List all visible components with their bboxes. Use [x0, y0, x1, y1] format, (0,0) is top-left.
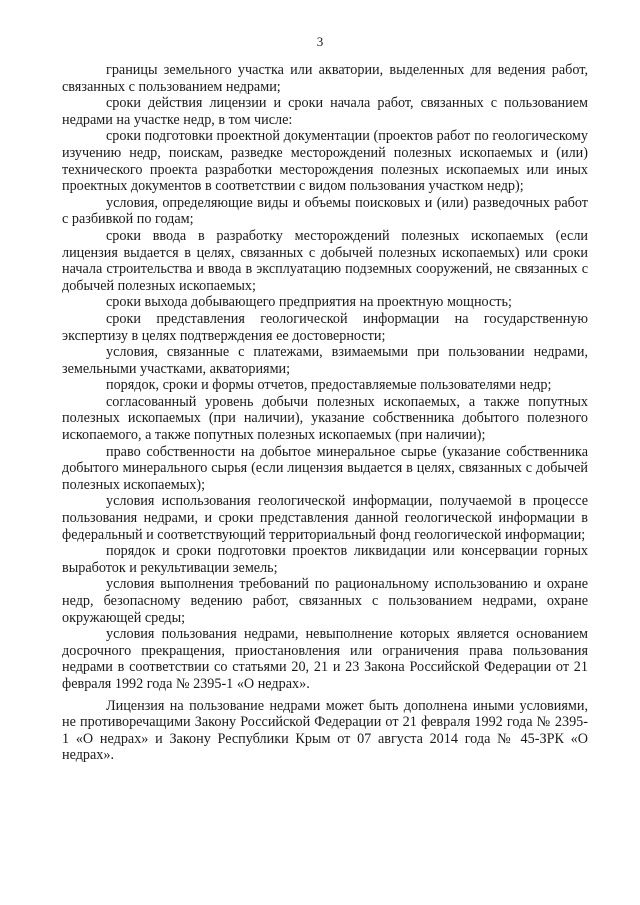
paragraph-liquidation-projects: порядок и сроки подготовки проектов ликвидации или консервации горных выработок и рекультивации земель;: [62, 543, 588, 576]
document-body: [62, 62, 588, 764]
paragraph-termination-conditions: условия пользования недрами, невыполнение которых является основанием досрочного прекращения, приостановления или ограничения права пользования недрами в соответствии со статьями 20, 21 и 23 Закона Российской Федерации от 21 февраля 1992 года № 2395-1 «О недрах».: [62, 626, 588, 692]
paragraph-subsoil-protection: условия выполнения требований по рациональному использованию и охране недр, безопасному ведению работ, связанных с пользованием недрами, охране окружающей среды;: [62, 576, 588, 626]
paragraph-additional-conditions: Лицензия на пользование недрами может быть дополнена иными условиями, не противоречащими Закону Российской Федерации от 21 февраля 1992 года № 2395-1 «О недрах» и Закону Республики Крым от 07 августа 2014 года № 45-ЗРК «О недрах».: [62, 697, 588, 764]
paragraph-payments: условия, связанные с платежами, взимаемыми при пользовании недрами, земельными участками, акваториями;: [62, 344, 588, 377]
paragraph-design-capacity: сроки выхода добывающего предприятия на проектную мощность;: [106, 294, 512, 311]
paragraph-development-terms: сроки ввода в разработку месторождений полезных ископаемых (если лицензия выдается в целях, связанных с добычей полезных ископаемых) или сроки начала строительства и ввода в эксплуатацию подземных сооружений, не связанных с добычей полезных ископаемых;: [62, 227, 588, 294]
paragraph-exploration-scope: условия, определяющие виды и объемы поисковых и (или) разведочных работ с разбивкой по годам;: [62, 194, 588, 228]
paragraph-project-documentation-terms: сроки подготовки проектной документации (проектов работ по геологическому изучению недр, поискам, разведке месторождений полезных ископаемых и (или) технического проекта разработки месторождения полезных ископаемых или иных проектных документов в соответствии с видом пользования участком недр);: [62, 128, 588, 195]
paragraph-license-terms: сроки действия лицензии и сроки начала работ, связанных с пользованием недрами на участке недр, в том числе:: [62, 95, 588, 128]
paragraph-geological-expertise: сроки представления геологической информации на государственную экспертизу в целях подтверждения ее достоверности;: [62, 310, 588, 344]
paragraph-area-boundaries: границы земельного участка или акватории, выделенных для ведения работ, связанных с пользованием недрами;: [62, 62, 588, 95]
page-number: 3: [316, 34, 324, 49]
paragraph-ownership: право собственности на добытое минеральное сырье (указание собственника добытого минерального сырья (если лицензия выдается в целях, связанных с добычей полезных ископаемых);: [62, 443, 588, 493]
paragraph-reports: порядок, сроки и формы отчетов, предоставляемые пользователями недр;: [106, 377, 552, 394]
paragraph-geological-information: условия использования геологической информации, получаемой в процессе пользования недрами, и сроки представления данной геологической информации в федеральный и соответствующий территориальный фонд геологической информации;: [62, 493, 588, 543]
paragraph-production-level: согласованный уровень добычи полезных ископаемых, а также попутных полезных ископаемых (при наличии), указание собственника добытого полезного ископаемого, а также попутных полезных ископаемых (при наличии);: [62, 393, 588, 444]
